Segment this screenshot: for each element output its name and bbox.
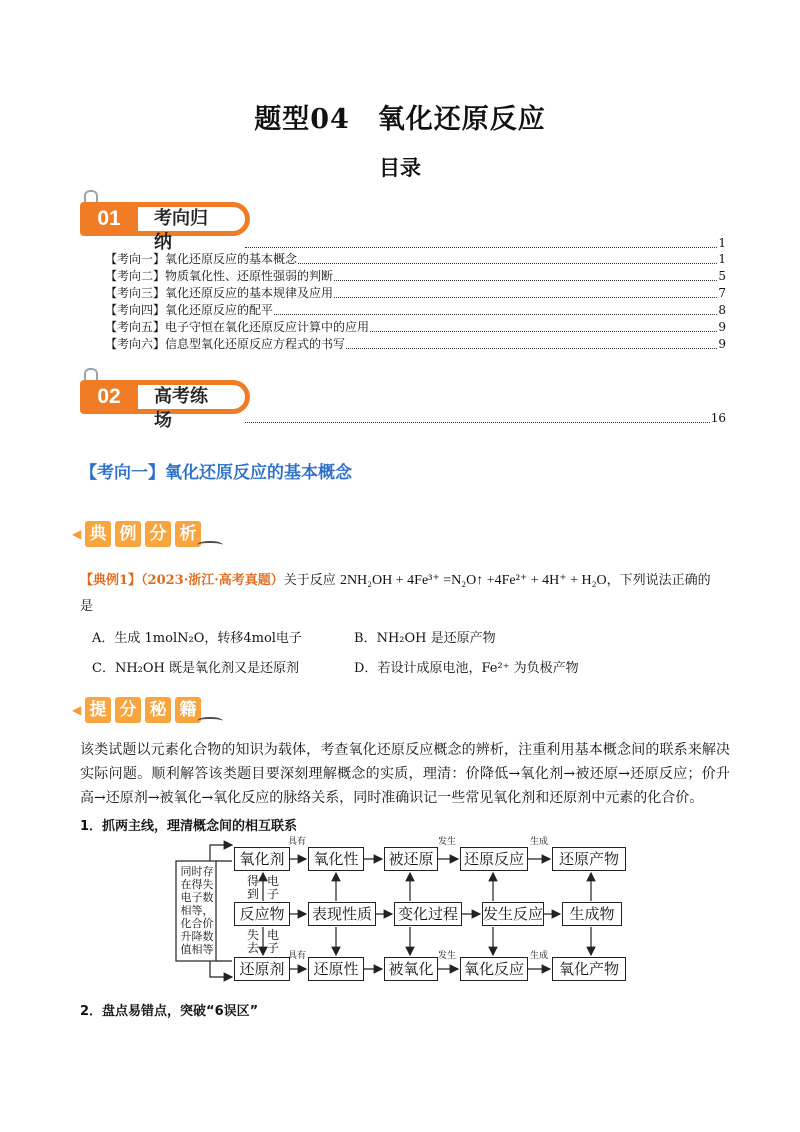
- point-2-heading: 2．盘点易错点，突破“6误区”: [80, 1004, 259, 1019]
- badge-number: 02: [80, 380, 138, 414]
- toc-item[interactable]: 【考向三】氧化还原反应的基本规律及应用 7: [105, 286, 726, 300]
- point-1-heading: 1．抓两主线，理清概念间的相互联系: [80, 819, 298, 834]
- label-occur: 发生: [438, 837, 457, 847]
- toc-item[interactable]: 【考向一】氧化还原反应的基本概念 1: [105, 252, 726, 266]
- node-product: 生成物: [562, 902, 622, 926]
- speaker-icon: ◀: [72, 527, 82, 541]
- book-icon: [197, 541, 223, 549]
- node-oxidation-reaction: 氧化反应: [460, 957, 528, 981]
- section-heading: 【考向一】氧化还原反应的基本概念: [80, 463, 352, 483]
- badge-label: 高考练场: [132, 380, 250, 414]
- label-has: 具有: [288, 837, 307, 847]
- node-reduction-product: 还原产物: [552, 847, 626, 871]
- toc-item[interactable]: 【考向六】信息型氧化还原反应方程式的书写 9: [105, 337, 726, 351]
- example-block: 【典例1】（2023·浙江·高考真题）关于反应 2NH₂OH + 4Fe³⁺ =N₂O↑ +4Fe²⁺ + 4H⁺ + H₂O，下列说法正确的 是 A．生成 1molN₂O，转移4mol电子 B．NH₂OH 是还原产物 C．NH₂OH 既是氧化剂又是还原剂 D．若设计成原电池，Fe²⁺ 为负极产物: [80, 568, 730, 682]
- node-occurring-reaction: 发生反应: [482, 902, 544, 926]
- node-oxidized: 被氧化: [384, 957, 438, 981]
- label-electron: 电 子: [266, 928, 279, 955]
- option-a[interactable]: A．生成 1molN₂O，转移4mol电子: [92, 631, 302, 646]
- label-lose: 失 去: [246, 928, 259, 955]
- conservation-note: 同时存在得失电子数相等，化合价升降数值相等: [180, 865, 214, 956]
- example-question: 【典例1】（2023·浙江·高考真题）关于反应 2NH₂OH + 4Fe³⁺ =N₂O↑ +4Fe²⁺ + 4H⁺ + H₂O，下列说法正确的: [80, 573, 711, 588]
- node-oxidation-product: 氧化产物: [552, 957, 626, 981]
- toc-item[interactable]: 【考向四】氧化还原反应的配平 8: [105, 303, 726, 317]
- toc-page: 1: [718, 236, 726, 250]
- toc-item[interactable]: 【考向五】电子守恒在氧化还原反应计算中的应用 9: [105, 320, 726, 334]
- label-gain: 得 到: [246, 874, 259, 901]
- node-reductant: 还原剂: [234, 957, 290, 981]
- toc-heading: 目录: [379, 155, 421, 180]
- node-reduction-reaction: 还原反应: [460, 847, 528, 871]
- option-d[interactable]: D．若设计成原电池，Fe²⁺ 为负极产物: [354, 661, 579, 676]
- option-c[interactable]: C．NH₂OH 既是氧化剂又是还原剂: [92, 661, 300, 676]
- banner-tips: ◀ 提 分 秘 籍: [72, 695, 201, 725]
- concept-diagram: [170, 835, 630, 985]
- label-gen: 生成: [530, 837, 549, 847]
- options-row: [80, 626, 730, 652]
- toc-row-section1[interactable]: [245, 235, 726, 251]
- node-oxidizing-property: 氧化性: [308, 847, 364, 871]
- badge-number: 01: [80, 202, 138, 236]
- label-gen: 生成: [530, 951, 549, 961]
- option-b[interactable]: B．NH₂OH 是还原产物: [354, 631, 496, 646]
- label-occur: 发生: [438, 951, 457, 961]
- banner-example-analysis: ◀ 典 例 分 析: [72, 519, 201, 549]
- options-row: [80, 656, 730, 682]
- node-reducing-property: 还原性: [308, 957, 364, 981]
- toc-page: 16: [710, 411, 726, 425]
- page-title: 题型04 氧化还原反应: [254, 104, 546, 135]
- toc-row-section2[interactable]: [245, 410, 726, 426]
- section-badge-02: [80, 380, 250, 431]
- label-electron: 电 子: [266, 874, 279, 901]
- node-reduced: 被还原: [384, 847, 438, 871]
- node-oxidant: 氧化剂: [234, 847, 290, 871]
- toc-item[interactable]: 【考向二】物质氧化性、还原性强弱的判断 5: [105, 269, 726, 283]
- book-icon: [197, 717, 223, 725]
- section-badge-01: [80, 202, 250, 253]
- badge-label: 考向归纳: [132, 202, 250, 236]
- explanation-paragraph: 该类试题以元素化合物的知识为载体，考查氧化还原反应概念的辨析，注重利用基本概念间的联系来解决实际问题。顺利解答该类题目要深刻理解概念的实质，理清：价降低→氧化剂→被还原→还原反应；价升高→还原剂→被氧化→氧化反应的脉络关系，同时准确识记一些常见氧化剂和还原剂中元素的化合价。: [80, 742, 730, 806]
- node-change-process: 变化过程: [394, 902, 462, 926]
- reaction-equation: 2NH₂OH + 4Fe³⁺ =N₂O↑ +4Fe²⁺ + 4H⁺ + H₂O: [339, 573, 607, 588]
- label-has: 具有: [288, 951, 307, 961]
- speaker-icon: ◀: [72, 703, 82, 717]
- node-reactant: 反应物: [234, 902, 290, 926]
- node-manifested-property: 表现性质: [308, 902, 376, 926]
